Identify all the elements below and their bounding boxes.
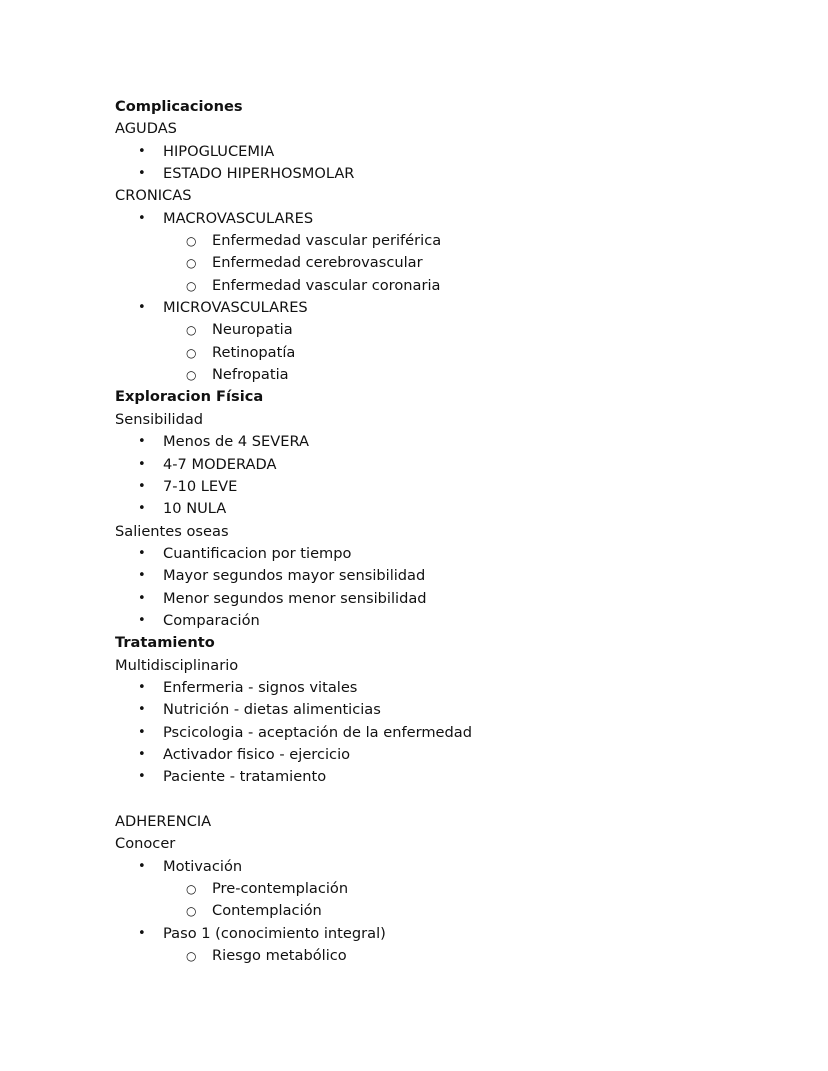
list-item	[115, 699, 795, 721]
hollow-bullet-icon: ○	[186, 278, 197, 293]
sub-list-item-text: Pre-contemplación	[212, 880, 349, 898]
hollow-bullet-icon: ○	[186, 949, 197, 964]
section-heading-tratamiento: Tratamiento	[115, 634, 215, 652]
sub-list-item-text: Enfermedad cerebrovascular	[212, 254, 423, 272]
subheading-agudas: AGUDAS	[115, 120, 177, 138]
sub-list-item	[115, 319, 795, 341]
list-item-text: Menor segundos menor sensibilidad	[163, 589, 427, 607]
list-item	[115, 677, 795, 699]
hollow-bullet-icon: ○	[186, 904, 197, 919]
list-item	[115, 163, 795, 185]
list-item-text: 7-10 LEVE	[163, 477, 238, 495]
list-item-text: Enfermeria - signos vitales	[163, 678, 358, 696]
hollow-bullet-icon: ○	[186, 234, 197, 249]
bullet-icon: •	[138, 702, 146, 718]
bullet-icon: •	[138, 478, 146, 494]
list-item-text: Comparación	[163, 611, 260, 629]
list-item	[115, 923, 795, 945]
list-item-text: ESTADO HIPERHOSMOLAR	[163, 165, 355, 183]
subheading-salientes-oseas: Salientes oseas	[115, 522, 229, 540]
hollow-bullet-icon: ○	[186, 882, 197, 897]
bullet-icon: •	[138, 143, 146, 159]
sub-list-item	[115, 230, 795, 252]
bullet-icon: •	[138, 769, 146, 785]
sub-list-item-text: Neuropatia	[212, 321, 293, 339]
hollow-bullet-icon: ○	[186, 323, 197, 338]
bullet-icon: •	[138, 858, 146, 874]
sub-list-item	[115, 364, 795, 386]
list-item	[115, 588, 795, 610]
section-heading-adherencia: ADHERENCIA	[115, 813, 212, 830]
bullet-icon: •	[138, 434, 146, 450]
bullet-icon: •	[138, 590, 146, 606]
list-item-text: 10 NULA	[163, 500, 227, 518]
sub-list-item-text: Riesgo metabólico	[212, 947, 347, 965]
subheading-cronicas: CRONICAS	[115, 187, 192, 205]
hollow-bullet-icon: ○	[186, 368, 197, 383]
bullet-icon: •	[138, 501, 146, 517]
list-item-text: Motivación	[163, 857, 243, 875]
list-item	[115, 297, 795, 319]
sub-list-item-text: Nefropatia	[212, 366, 289, 384]
subheading-sensibilidad: Sensibilidad	[115, 410, 204, 428]
document-page	[115, 96, 795, 967]
list-item	[115, 722, 795, 744]
list-item-text: Paso 1 (conocimiento integral)	[163, 924, 386, 942]
bullet-icon: •	[138, 568, 146, 584]
bullet-icon: •	[138, 300, 146, 316]
list-item	[115, 766, 795, 788]
bullet-icon: •	[138, 746, 146, 762]
bullet-icon: •	[138, 925, 146, 941]
list-item-text: HIPOGLUCEMIA	[163, 142, 275, 160]
bullet-icon: •	[138, 456, 146, 472]
list-item	[115, 744, 795, 766]
list-item-text: 4-7 MODERADA	[163, 455, 277, 473]
list-item	[115, 476, 795, 498]
list-item	[115, 565, 795, 587]
list-item-text: Pscicologia - aceptación de la enfermedad	[163, 723, 473, 741]
list-item-text: Menos de 4 SEVERA	[163, 433, 310, 451]
sub-list-item	[115, 945, 795, 967]
list-item-text: Cuantificacion por tiempo	[163, 544, 352, 562]
sub-list-item-text: Contemplación	[212, 902, 322, 920]
sub-list-item	[115, 878, 795, 900]
list-item-text: Mayor segundos mayor sensibilidad	[163, 567, 426, 585]
bullet-icon: •	[138, 166, 146, 182]
list-item-text: Paciente - tratamiento	[163, 768, 327, 786]
hollow-bullet-icon: ○	[186, 345, 197, 360]
list-item-text: Nutrición - dietas alimenticias	[163, 701, 381, 719]
subheading-conocer: Conocer	[115, 835, 176, 853]
section-heading-exploracion: Exploracion Física	[115, 388, 264, 406]
hollow-bullet-icon: ○	[186, 256, 197, 271]
sub-list-item-text: Enfermedad vascular periférica	[212, 232, 442, 250]
list-item	[115, 610, 795, 632]
list-item	[115, 543, 795, 565]
list-item	[115, 856, 795, 878]
list-item-text: MICROVASCULARES	[163, 299, 308, 317]
bullet-icon: •	[138, 545, 146, 561]
sub-list-item	[115, 275, 795, 297]
sub-list-item-text: Enfermedad vascular coronaria	[212, 276, 441, 294]
list-item	[115, 208, 795, 230]
bullet-icon: •	[138, 679, 146, 695]
list-item-text: Activador fisico - ejercicio	[163, 745, 351, 763]
list-item-text: MACROVASCULARES	[163, 209, 314, 227]
bullet-icon: •	[138, 612, 146, 628]
list-item	[115, 431, 795, 453]
sub-list-item	[115, 342, 795, 364]
bullet-icon: •	[138, 724, 146, 740]
sub-list-item	[115, 252, 795, 274]
section-heading-complicaciones: Complicaciones	[115, 98, 243, 115]
list-item	[115, 141, 795, 163]
blank-line	[115, 789, 795, 811]
bullet-icon: •	[138, 210, 146, 226]
sub-list-item-text: Retinopatía	[212, 343, 296, 361]
sub-list-item	[115, 900, 795, 922]
list-item	[115, 454, 795, 476]
subheading-multidisciplinario: Multidisciplinario	[115, 656, 239, 674]
list-item	[115, 498, 795, 520]
